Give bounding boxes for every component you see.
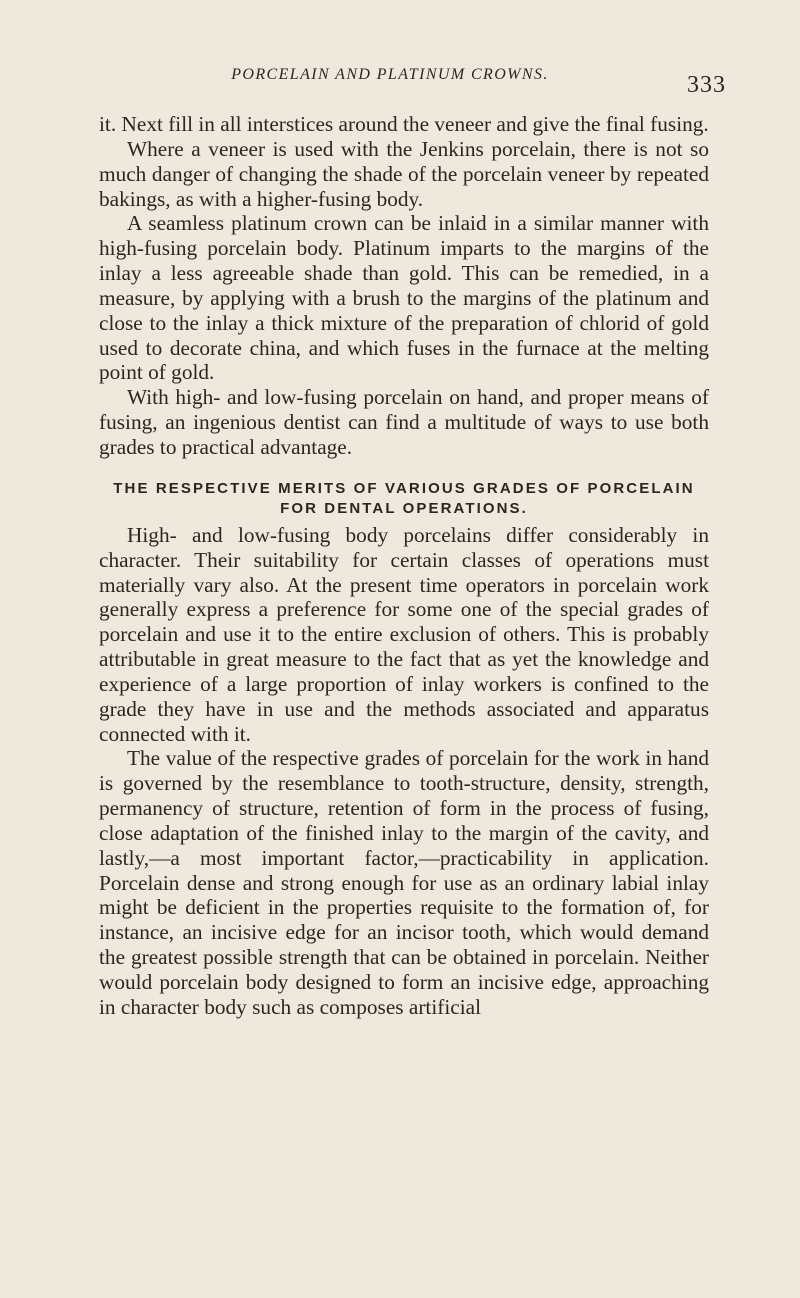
- paragraph-value-of-grades: The value of the respective grades of porcelain for the work in hand is governed by the resemblance to tooth-structure, density, strength, permanency of structure, retention of form in the process of fusing, close adaptation of the finished inlay to the margin of the cavity, and lastly,—a most important factor,—practicability in application. Porcelain dense and strong enough for use as an ordinary labial inlay might be deficient in the properties requisite to the formation of, for instance, an incisive edge for an incisor tooth, which would demand the greatest possible strength that can be obtained in porcelain. Neither would porcelain body designed to form an incisive edge, approaching in character body such as composes artificial: [99, 746, 709, 1019]
- body-text: [99, 112, 709, 1020]
- running-title: PORCELAIN AND PLATINUM CROWNS.: [231, 66, 549, 83]
- page-number: 333: [687, 72, 726, 98]
- running-head: [0, 66, 800, 96]
- section-heading: THE RESPECTIVE MERITS OF VARIOUS GRADES OF PORCELAIN FOR DENTAL OPERATIONS.: [113, 479, 695, 517]
- paragraph-body-porcelains: High- and low-fusing body porcelains differ considerably in character. Their suitability for certain classes of operations must materially vary also. At the present time operators in porcelain work generally express a preference for some one of the special grades of porcelain and use it to the entire exclusion of others. This is probably attributable in great measure to the fact that as yet the knowledge and experience of a large proportion of inlay workers is confined to the grade they have in use and the methods associated and apparatus connected with it.: [99, 522, 709, 746]
- paragraph-platinum-crown: A seamless platinum crown can be inlaid in a similar manner with high-fusing porcelain body. Platinum imparts to the margins of the inlay a less agreeable shade than gold. This can be remedied, in a measure, by applying with a brush to the margins of the platinum and close to the inlay a thick mixture of the preparation of chlorid of gold used to decorate china, and which fuses in the furnace at the melting point of gold.: [99, 211, 709, 385]
- paragraph-veneer-jenkins: Where a veneer is used with the Jenkins porcelain, there is not so much danger of changing the shade of the porcelain veneer by repeated bakings, as with a higher-fusing body.: [99, 136, 709, 211]
- paragraph-continuation: it. Next fill in all interstices around the veneer and give the final fusing.: [99, 112, 709, 136]
- paragraph-high-low-fusing: With high- and low-fusing porcelain on hand, and proper means of fusing, an ingenious dentist can find a multitude of ways to use both grades to practical advantage.: [99, 385, 709, 459]
